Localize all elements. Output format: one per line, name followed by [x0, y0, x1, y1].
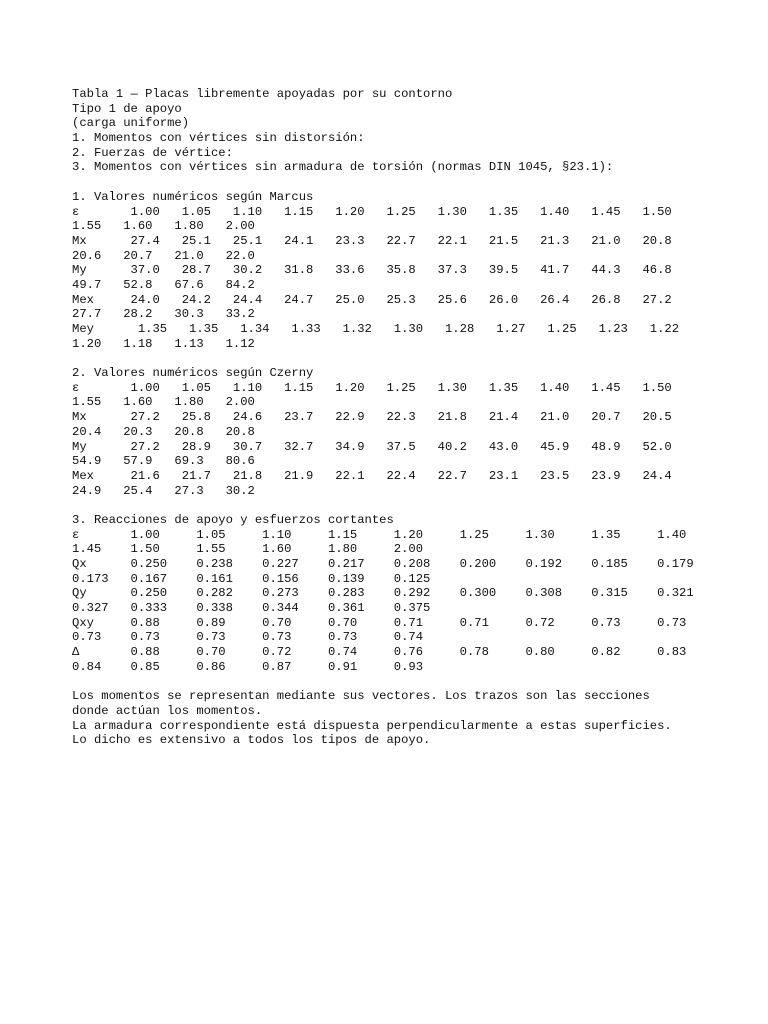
table-row: 54.9 57.9 69.3 80.6: [72, 454, 255, 469]
table-row: Qx 0.250 0.238 0.227 0.217 0.208 0.200 0.192 0.185 0.179: [72, 557, 694, 571]
document-page: [72, 87, 752, 748]
load-type: (carga uniforme): [72, 116, 190, 131]
table-row: Δ 0.88 0.70 0.72 0.74 0.76 0.78 0.80 0.82 0.83: [72, 645, 687, 660]
table-row: 27.7 28.2 30.3 33.2: [72, 307, 255, 322]
table-row: 1.20 1.18 1.13 1.12: [72, 336, 255, 351]
table-row: My 37.0 28.7 30.2 31.8 33.6 35.8 37.3 39.5 41.7 44.3 46.8: [72, 263, 672, 278]
spacer: [72, 498, 752, 513]
marcus-section: [72, 190, 752, 352]
section-heading: 1. Valores numéricos según Marcus: [72, 189, 314, 204]
header-item-1: 1. Momentos con vértices sin distorsión:: [72, 131, 365, 146]
table-row: 24.9 25.4 27.3 30.2: [72, 483, 255, 498]
table-row: Mx 27.2 25.8 24.6 23.7 22.9 22.3 21.8 21.4 21.0 20.7 20.5: [72, 410, 672, 425]
czerny-section: [72, 366, 752, 498]
document-header: [72, 87, 752, 175]
table-row: 49.7 52.8 67.6 84.2: [72, 277, 255, 292]
header-item-3: 3. Momentos con vértices sin armadura de torsión (normas DIN 1045, §23.1):: [72, 160, 614, 175]
note-line: Los momentos se representan mediante sus vectores. Los trazos son las secciones: [72, 689, 650, 704]
table-row: 0.84 0.85 0.86 0.87 0.91 0.93: [72, 659, 424, 674]
reacciones-section: [72, 513, 752, 675]
header-item-2: 2. Fuerzas de vértice:: [72, 145, 233, 160]
table-row: Mx 27.4 25.1 25.1 24.1 23.3 22.7 22.1 21.5 21.3 21.0 20.8: [72, 233, 672, 248]
table-row: 0.173 0.167 0.161 0.156 0.139 0.125: [72, 571, 431, 586]
table-row: Qxy 0.88 0.89 0.70 0.70 0.71 0.71 0.72 0.73 0.73: [72, 615, 687, 630]
table-row: ε 1.00 1.05 1.10 1.15 1.20 1.25 1.30 1.35 1.40 1.45 1.50: [72, 204, 672, 219]
section-heading: 2. Valores numéricos según Czerny: [72, 366, 314, 381]
support-type: Tipo 1 de apoyo: [72, 101, 182, 116]
table-row: ε 1.00 1.05 1.10 1.15 1.20 1.25 1.30 1.35 1.40 1.45 1.50: [72, 380, 672, 395]
notes-section: [72, 689, 752, 748]
table-row: 20.6 20.7 21.0 22.0: [72, 248, 255, 263]
table-row: Mex 24.0 24.2 24.4 24.7 25.0 25.3 25.6 26.0 26.4 26.8 27.2: [72, 292, 672, 307]
table-title: Tabla 1 — Placas libremente apoyadas por su contorno: [72, 87, 453, 101]
table-row: Mex 21.6 21.7 21.8 21.9 22.1 22.4 22.7 23.1 23.5 23.9 24.4: [72, 468, 672, 483]
table-row: 1.55 1.60 1.80 2.00: [72, 395, 255, 410]
spacer: [72, 175, 752, 190]
table-row: My 27.2 28.9 30.7 32.7 34.9 37.5 40.2 43.0 45.9 48.9 52.0: [72, 439, 672, 454]
table-row: 0.73 0.73 0.73 0.73 0.73 0.74: [72, 630, 424, 645]
note-line: La armadura correspondiente está dispuesta perpendicularmente a estas superficies.: [72, 718, 672, 733]
table-row: 20.4 20.3 20.8 20.8: [72, 424, 255, 439]
note-line: Lo dicho es extensivo a todos los tipos de apoyo.: [72, 733, 431, 748]
spacer: [72, 351, 752, 366]
table-row: 1.55 1.60 1.80 2.00: [72, 219, 255, 234]
table-row: ε 1.00 1.05 1.10 1.15 1.20 1.25 1.30 1.35 1.40: [72, 527, 687, 542]
spacer: [72, 675, 752, 690]
table-row: 0.327 0.333 0.338 0.344 0.361 0.375: [72, 601, 431, 616]
section-heading: 3. Reacciones de apoyo y esfuerzos cortantes: [72, 512, 394, 527]
table-row: Mey 1.35 1.35 1.34 1.33 1.32 1.30 1.28 1.27 1.25 1.23 1.22: [72, 322, 680, 336]
table-row: Qy 0.250 0.282 0.273 0.283 0.292 0.300 0.308 0.315 0.321: [72, 586, 694, 601]
note-line: donde actúan los momentos.: [72, 703, 263, 718]
table-row: 1.45 1.50 1.55 1.60 1.80 2.00: [72, 542, 424, 557]
